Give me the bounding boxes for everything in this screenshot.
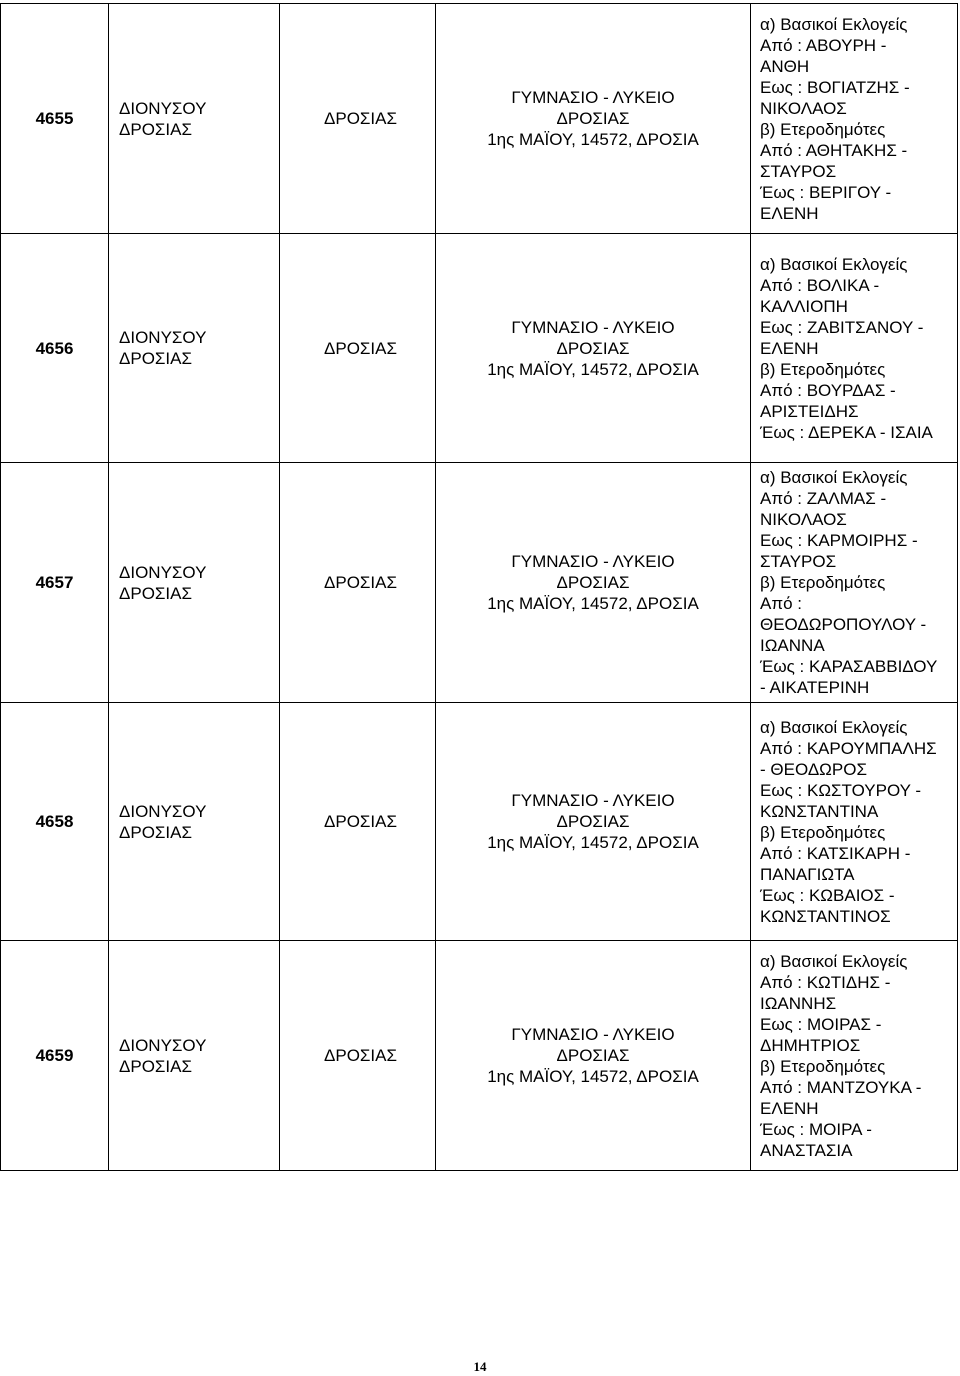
venue-cell-line: ΔΡΟΣΙΑΣ <box>556 109 630 128</box>
district-cell: ΔΡΟΣΙΑΣ <box>280 463 436 703</box>
venue-cell-line: 1ης ΜΑΪΟΥ, 14572, ΔΡΟΣΙΑ <box>487 359 699 379</box>
venue-cell-line: 1ης ΜΑΪΟΥ, 14572, ΔΡΟΣΙΑ <box>487 1067 699 1086</box>
district-cell: ΔΡΟΣΙΑΣ <box>280 703 436 941</box>
venue-cell-line: ΓΥΜΝΑΣΙΟ - ΛΥΚΕΙΟ <box>511 88 675 107</box>
voter-lists-cell-line: ΘΕΟΔΩΡΟΠΟΥΛΟΥ - <box>760 615 927 634</box>
municipality-cell <box>109 703 280 941</box>
voter-lists-cell-line: ΑΝΑΣΤΑΣΙΑ <box>760 1140 853 1160</box>
venue-cell <box>436 941 751 1171</box>
district-cell: ΔΡΟΣΙΑΣ <box>280 941 436 1171</box>
municipality-cell-line: ΔΡΟΣΙΑΣ <box>119 583 192 603</box>
municipality-cell-line: ΔΡΟΣΙΑΣ <box>119 349 192 368</box>
venue-cell-line: 1ης ΜΑΪΟΥ, 14572, ΔΡΟΣΙΑ <box>487 130 699 149</box>
table-row <box>1 4 958 234</box>
venue-cell-line: ΔΡΟΣΙΑΣ <box>556 573 630 592</box>
municipality-cell-line: ΔΙΟΝΥΣΟΥ <box>119 98 207 118</box>
voter-lists-cell-line: Εως : ΖΑΒΙΤΣΑΝΟΥ - <box>760 317 924 337</box>
municipality-cell <box>109 941 280 1171</box>
voter-lists-cell <box>751 941 958 1171</box>
venue-cell-line: ΓΥΜΝΑΣΙΟ - ΛΥΚΕΙΟ <box>511 1025 675 1044</box>
voter-lists-cell-line: ΠΑΝΑΓΙΩΤΑ <box>760 864 855 884</box>
voter-lists-cell-line: α) Βασικοί Εκλογείς <box>760 468 908 487</box>
voter-lists-cell-line: ΙΩΑΝΝΗΣ <box>760 993 837 1013</box>
voter-lists-cell-line: Από : ΒΟΥΡΔΑΣ - <box>760 380 896 400</box>
voter-lists-cell-line: ΚΩΝΣΤΑΝΤΙΝΑ <box>760 801 879 821</box>
station-number: 4659 <box>1 941 109 1171</box>
voter-lists-cell-line: Έως : ΜΟΙΡΑ - <box>760 1119 872 1139</box>
voter-lists-cell-line: ΕΛΕΝΗ <box>760 203 819 223</box>
venue-cell-line: ΓΥΜΝΑΣΙΟ - ΛΥΚΕΙΟ <box>511 791 675 810</box>
venue-cell-line: 1ης ΜΑΪΟΥ, 14572, ΔΡΟΣΙΑ <box>487 833 699 852</box>
voter-lists-cell-line: Από : ΚΑΤΣΙΚΑΡΗ - <box>760 843 911 863</box>
municipality-cell-line: ΔΡΟΣΙΑΣ <box>119 119 192 139</box>
voter-lists-cell-line: - ΑΙΚΑΤΕΡΙΝΗ <box>760 678 870 697</box>
voter-lists-cell-line: ΙΩΑΝΝΑ <box>760 636 825 655</box>
voter-lists-cell-line: β) Ετεροδημότες <box>760 359 886 379</box>
station-number: 4656 <box>1 234 109 463</box>
municipality-cell <box>109 4 280 234</box>
voter-lists-cell-line: Εως : ΒΟΓΙΑΤΖΗΣ - <box>760 77 910 97</box>
municipality-cell-line: ΔΙΟΝΥΣΟΥ <box>119 562 207 582</box>
voter-lists-cell-line: Έως : ΒΕΡΙΓΟΥ - <box>760 182 892 202</box>
table-body <box>1 4 958 1171</box>
voter-lists-cell-line: Από : ΑΘΗΤΑΚΗΣ - <box>760 140 908 160</box>
voter-lists-cell <box>751 234 958 463</box>
venue-cell <box>436 4 751 234</box>
voter-lists-cell-line: Έως : ΚΩΒΑΙΟΣ - <box>760 885 895 905</box>
station-number: 4658 <box>1 703 109 941</box>
voter-lists-cell-line: Εως : ΚΩΣΤΟΥΡΟΥ - <box>760 780 922 800</box>
voter-lists-cell-line: Από : ΚΩΤΙΔΗΣ - <box>760 972 891 992</box>
venue-cell <box>436 463 751 703</box>
district-cell: ΔΡΟΣΙΑΣ <box>280 234 436 463</box>
venue-cell <box>436 234 751 463</box>
venue-cell-line: ΓΥΜΝΑΣΙΟ - ΛΥΚΕΙΟ <box>511 317 675 337</box>
voter-lists-cell-line: ΚΩΝΣΤΑΝΤΙΝΟΣ <box>760 906 891 926</box>
table-row <box>1 463 958 703</box>
municipality-cell-line: ΔΡΟΣΙΑΣ <box>119 822 192 842</box>
voter-lists-cell-line: ΣΤΑΥΡΟΣ <box>760 161 837 181</box>
district-cell: ΔΡΟΣΙΑΣ <box>280 4 436 234</box>
voter-lists-cell-line: Έως : ΔΕΡΕΚΑ - ΙΣΑΙΑ <box>760 422 933 442</box>
venue-cell-line: 1ης ΜΑΪΟΥ, 14572, ΔΡΟΣΙΑ <box>487 594 699 613</box>
voter-lists-cell-line: β) Ετεροδημότες <box>760 573 886 592</box>
venue-cell <box>436 703 751 941</box>
voter-lists-cell-line: ΝΙΚΟΛΑΟΣ <box>760 98 847 118</box>
venue-cell-line: ΔΡΟΣΙΑΣ <box>556 1046 630 1065</box>
voter-lists-cell-line: ΚΑΛΛΙΟΠΗ <box>760 296 848 316</box>
municipality-cell <box>109 463 280 703</box>
voter-lists-cell-line: Από : ΚΑΡΟΥΜΠΑΛΗΣ <box>760 738 937 758</box>
voter-lists-cell-line: Έως : ΚΑΡΑΣΑΒΒΙΔΟΥ <box>760 657 938 676</box>
voter-lists-cell-line: ΔΗΜΗΤΡΙΟΣ <box>760 1035 861 1055</box>
table-row <box>1 941 958 1171</box>
municipality-cell-line: ΔΡΟΣΙΑΣ <box>119 1056 192 1076</box>
voter-lists-cell-line: β) Ετεροδημότες <box>760 119 886 139</box>
municipality-cell-line: ΔΙΟΝΥΣΟΥ <box>119 801 207 821</box>
voter-lists-cell-line: Εως : ΜΟΙΡΑΣ - <box>760 1014 882 1034</box>
voter-lists-cell-line: α) Βασικοί Εκλογείς <box>760 254 908 274</box>
voter-lists-cell <box>751 703 958 941</box>
polling-stations-table <box>0 3 958 1171</box>
table-row <box>1 703 958 941</box>
voter-lists-cell-line: α) Βασικοί Εκλογείς <box>760 951 908 971</box>
voter-lists-cell-line: Από : ΖΑΛΜΑΣ - <box>760 489 887 508</box>
voter-lists-cell <box>751 4 958 234</box>
voter-lists-cell-line: α) Βασικοί Εκλογείς <box>760 14 908 34</box>
voter-lists-cell-line: α) Βασικοί Εκλογείς <box>760 717 908 737</box>
municipality-cell-line: ΔΙΟΝΥΣΟΥ <box>119 1035 207 1055</box>
station-number: 4655 <box>1 4 109 234</box>
voter-lists-cell-line: ΑΡΙΣΤΕΙΔΗΣ <box>760 401 859 421</box>
voter-lists-cell-line: Από : <box>760 594 802 613</box>
voter-lists-cell-line: ΑΝΘΗ <box>760 56 810 76</box>
voter-lists-cell-line: ΕΛΕΝΗ <box>760 338 819 358</box>
voter-lists-cell-line: ΝΙΚΟΛΑΟΣ <box>760 510 847 529</box>
venue-cell-line: ΓΥΜΝΑΣΙΟ - ΛΥΚΕΙΟ <box>511 552 675 571</box>
voter-lists-cell-line: Από : ΒΟΛΙΚΑ - <box>760 275 880 295</box>
voter-lists-cell-line: β) Ετεροδημότες <box>760 822 886 842</box>
venue-cell-line: ΔΡΟΣΙΑΣ <box>556 812 630 831</box>
voter-lists-cell-line: Από : ΜΑΝΤΖΟΥΚΑ - <box>760 1077 922 1097</box>
voter-lists-cell-line: ΕΛΕΝΗ <box>760 1098 819 1118</box>
station-number: 4657 <box>1 463 109 703</box>
page-number: 14 <box>473 1359 487 1374</box>
voter-lists-cell-line: Εως : ΚΑΡΜΟΙΡΗΣ - <box>760 531 918 550</box>
municipality-cell-line: ΔΙΟΝΥΣΟΥ <box>119 328 207 347</box>
venue-cell-line: ΔΡΟΣΙΑΣ <box>556 338 630 358</box>
voter-lists-cell-line: - ΘΕΟΔΩΡΟΣ <box>760 759 867 779</box>
voter-lists-cell <box>751 463 958 703</box>
voter-lists-cell-line: Από : ΑΒΟΥΡΗ - <box>760 35 887 55</box>
voter-lists-cell-line: ΣΤΑΥΡΟΣ <box>760 552 837 571</box>
municipality-cell <box>109 234 280 463</box>
voter-lists-cell-line: β) Ετεροδημότες <box>760 1056 886 1076</box>
table-row <box>1 234 958 463</box>
